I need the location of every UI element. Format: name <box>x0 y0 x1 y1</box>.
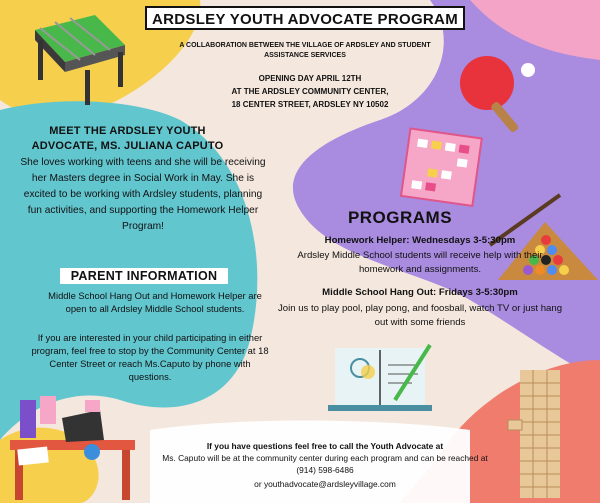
opening-location: AT THE ARDSLEY COMMUNITY CENTER, <box>231 87 389 96</box>
subtitle: A COLLABORATION BETWEEN THE VILLAGE OF ARDSLEY AND STUDENT ASSISTANCE SERVICES <box>179 42 431 59</box>
page-title: ARDSLEY YOUTH ADVOCATE PROGRAM <box>145 6 465 30</box>
advocate-bio: She loves working with teens and she will be receiving her Masters degree in Social Work in May. She is excited to be working with Ardsley students, planning fun activities, and supporting the Homework Helper Program! <box>20 157 266 232</box>
footer-email[interactable]: or youthadvocate@ardsleyvillage.com <box>254 479 396 489</box>
opening-address: 18 CENTER STREET, ARDSLEY NY 10502 <box>231 100 389 109</box>
opening-day: OPENING DAY APRIL 12TH <box>258 74 362 83</box>
program-desc: Ardsley Middle School students will receive help with their homework and assignments. <box>297 250 543 275</box>
programs-heading: PROGRAMS <box>347 208 453 227</box>
book-icon <box>328 345 432 411</box>
program-desc: Join us to play pool, play pong, and foosball, watch TV or just hang out with some friends <box>277 303 563 328</box>
footer-contact-heading: If you have questions feel free to call the Youth Advocate at <box>206 441 444 451</box>
opening-info <box>205 72 415 111</box>
parent-info-2: If you are interested in your child participating in either program, feel free to stop by the Community Center at 18 Center Street or reach Ms.Caputo by phone with questions. <box>31 332 269 382</box>
footer-contact-details: Ms. Caputo will be at the community center during each program and can be reached at (914) 598-6486 <box>162 453 488 475</box>
advocate-heading: MEET THE ARDSLEY YOUTH ADVOCATE, MS. JULIANA CAPUTO <box>31 125 224 152</box>
program-title: Middle School Hang Out: Fridays 3-5:30pm <box>322 287 518 298</box>
parent-info-1: Middle School Hang Out and Homework Helper are open to all Ardsley Middle School students. <box>48 290 262 314</box>
board-game-icon <box>401 128 482 205</box>
parent-heading: PARENT INFORMATION <box>60 268 228 284</box>
program-title: Homework Helper: Wednesdays 3-5:30pm <box>324 235 516 246</box>
